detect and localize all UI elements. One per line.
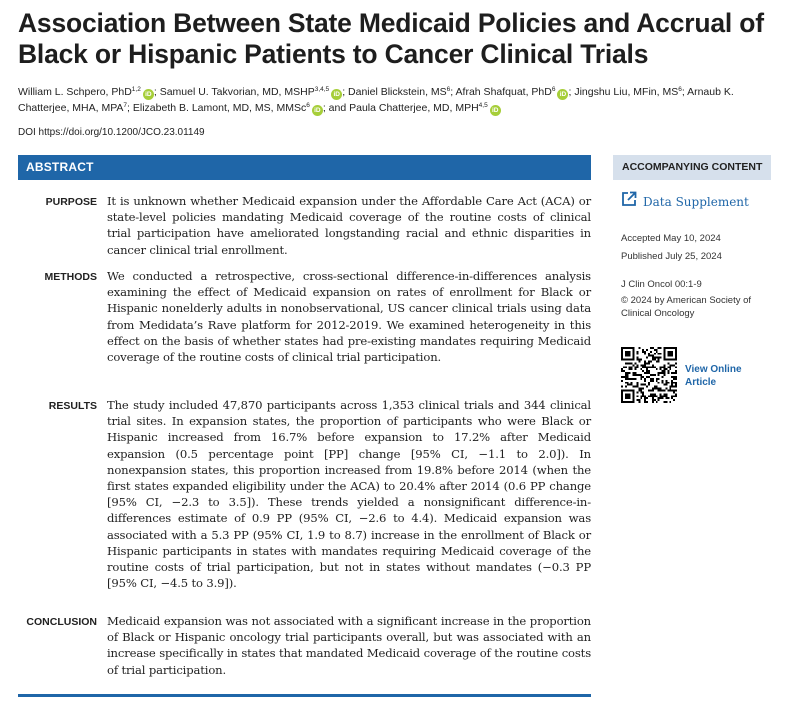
author [18,86,160,98]
author-name: Daniel Blickstein, MS [348,86,447,98]
author [133,102,349,114]
orcid-icon[interactable]: iD [557,89,568,100]
author-affiliation: 6 [446,86,451,93]
author-affiliation: 6 [306,102,310,109]
author-separator: ; [450,86,456,98]
section-text: We conducted a retrospective, cross-sectional difference-in-differences analysis examining the effect of Medicaid expansion on rates of enrollment for Black or Hispanic nonelderly adults in nonobservational, US cancer clinical trials using data from Medidata’s Rave platform for 2012-2019. We examined heterogeneity in this effect on the basis of whether states had pre-existing mandates requiring Medicaid coverage of the routine costs of clinical trial participation. [107,269,591,365]
copyright-notice: © 2024 by American Society of Clinical Oncology [621,295,752,319]
author-name: Paula Chatterjee, MD, MPH [349,102,479,114]
author-affiliation: 1,2 [131,86,141,93]
author-affiliation: 7 [123,102,128,109]
accompanying-content-heading: ACCOMPANYING CONTENT [613,155,771,180]
author [456,86,575,98]
abstract-section-results [18,397,591,607]
author-separator: ; [342,86,349,98]
author-separator: ; [153,86,160,98]
author-separator: ; [568,86,575,98]
section-text: It is unknown whether Medicaid expansion under the Affordable Care Act (ACA) or state-level policies mandating Medicaid coverage of the routine costs of clinical trial participation have ameliorated longstanding racial and ethnic disparities in cancer clinical trial enrollment. [107,194,591,257]
author-separator: ; and [322,102,350,114]
section-label: RESULTS [48,400,97,412]
abstract-heading: ABSTRACT [18,155,591,180]
author-separator: ; [681,86,688,98]
orcid-icon[interactable]: iD [331,89,342,100]
author-affiliation: 4,5 [478,102,488,109]
author-name: Elizabeth B. Lamont, MD, MS, MMSc [132,102,307,114]
author [349,102,501,114]
author-name: Samuel U. Takvorian, MD, MSHP [159,86,315,98]
author-affiliation: 3,4,5 [314,86,330,93]
section-text: The study included 47,870 participants across 1,353 clinical trials and 344 clinical trial sites. In expansion states, the proportion of participants who were Black or Hispanic increased from 16.7% before expansion to 17.2% after Medicaid expansion (0.5 percentage point [PP] change [95% CI, −1.1 to 2.0]). In nonexpansion states, this proportion increased from 19.8% before 2014 (when the first states expanded eligibility under the ACA) to 20.4% after 2014 (0.6 PP change [95% CI, −2.3 to 3.5]). These trends yielded a nonsignificant difference-in-differences estimate of 0.9 PP (95% CI, −2.6 to 4.4). Medicaid expansion was associated with a 5.3 PP (95% CI, 1.9 to 8.7) increase in the enrollment of Black or Hispanic participants in states with mandates requiring Medicaid coverage of the routine costs of trial participation, but not in states without mandates (−0.3 PP [95% CI, −4.5 to 3.9]). [107,398,591,591]
abstract-section-conclusion [18,613,591,685]
orcid-icon[interactable]: iD [143,89,154,100]
section-label: PURPOSE [45,196,97,208]
journal-citation: J Clin Oncol 00:1-9 [621,279,702,290]
accepted-date: Accepted May 10, 2024 [621,233,721,244]
article-title: Association Between State Medicaid Policies and Accrual of Black or Hispanic Patients to Cancer Clinical Trials [18,8,764,69]
abstract-section-methods [18,268,591,393]
section-label: CONCLUSION [26,616,97,628]
abstract-section-purpose [18,193,591,263]
orcid-icon[interactable]: iD [312,105,323,116]
section-text: Medicaid expansion was not associated with a significant increase in the proportion of Black or Hispanic oncology trial participants overall, but was associated with an increase specifically in states that mandated Medicaid coverage of the routine costs of trial participation. [107,614,591,677]
author-list [18,84,778,116]
author-name: Afrah Shafquat, PhD [455,86,552,98]
external-link-icon [621,191,637,212]
abstract-bottom-rule [18,694,591,697]
author-name: William L. Schpero, PhD [18,86,132,98]
author-name: Jingshu Liu, MFin, MS [574,86,679,98]
data-supplement-link[interactable] [621,191,749,212]
published-date: Published July 25, 2024 [621,251,722,262]
qr-code[interactable] [621,347,677,403]
author-affiliation: 6 [678,86,682,93]
author [348,86,456,98]
author-affiliation: 6 [551,86,556,93]
author [160,86,348,98]
doi-link[interactable]: DOI https://doi.org/10.1200/JCO.23.01149 [18,127,205,138]
data-supplement-label: Data Supplement [643,194,749,209]
author-name: Arnaub K. Chatterjee, MHA, MPA [18,86,734,114]
view-online-article-link[interactable]: View Online Article [685,364,742,388]
orcid-icon[interactable]: iD [490,105,501,116]
author [574,86,687,98]
section-label: METHODS [44,271,97,283]
author-separator: ; [127,102,133,114]
